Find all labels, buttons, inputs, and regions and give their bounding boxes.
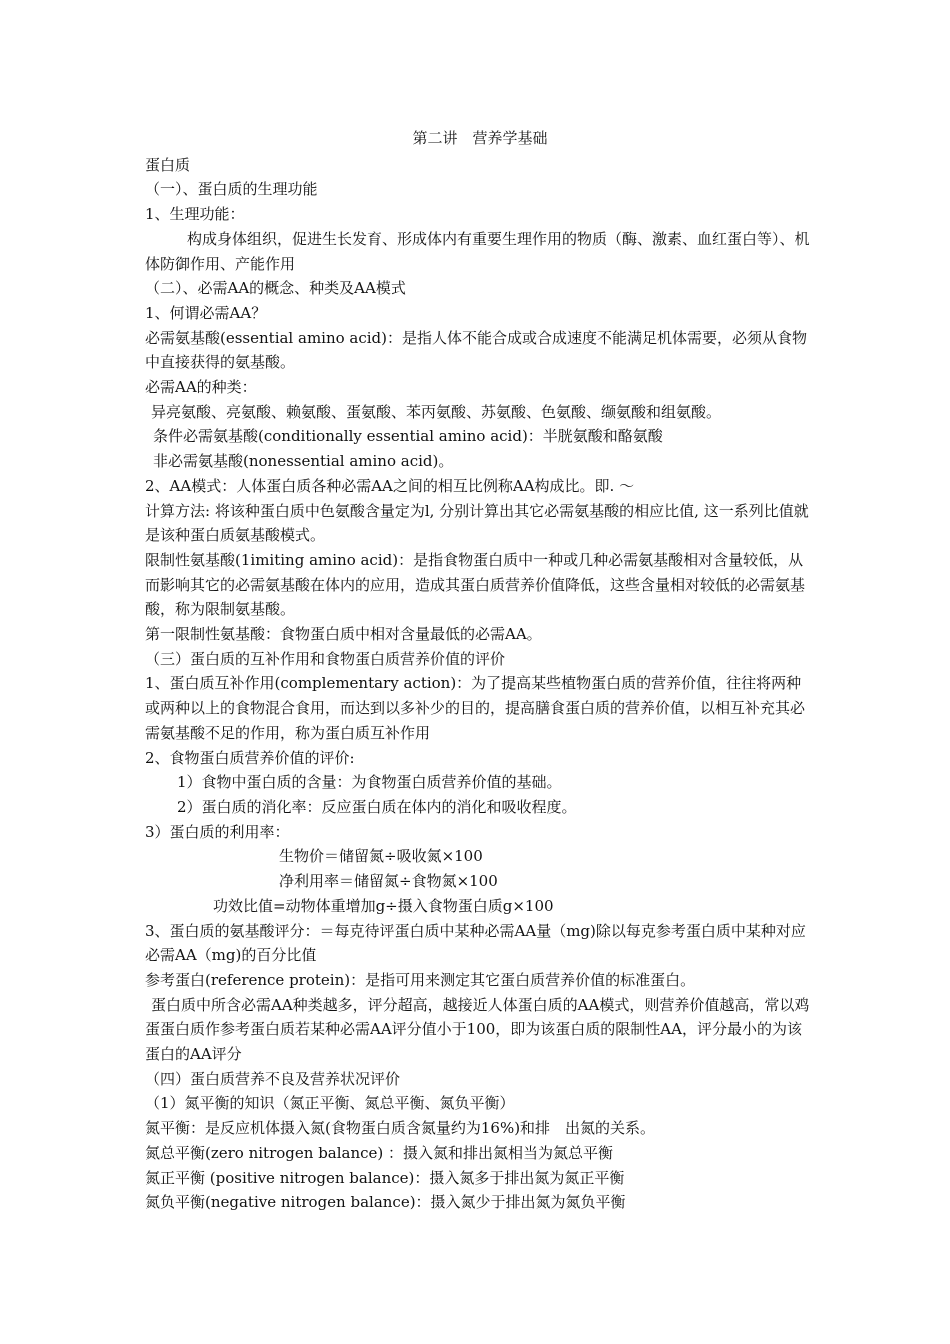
- subsection-heading: （四）蛋白质营养不良及营养状况评价: [145, 1069, 401, 1088]
- paragraph: 蛋白质中所含必需AA种类越多，评分超高，越接近人体蛋白质的AA模式，则营养价值越高，常以鸡蛋蛋白质作参考蛋白质若某种必需AA评分值小于100，即为该蛋白质的限制性AA，评分最小的为该蛋白的AA评分: [145, 995, 810, 1064]
- paragraph: 异亮氨酸、亮氨酸、赖氨酸、蛋氨酸、苯丙氨酸、苏氨酸、色氨酸、缬氨酸和组氨酸。: [151, 402, 722, 421]
- list-item: 2）蛋白质的消化率：反应蛋白质在体内的消化和吸收程度。: [177, 797, 577, 816]
- paragraph: 必需氨基酸(essential amino acid)：是指人体不能合成或合成速度不能满足机体需要，必须从食物中直接获得的氨基酸。: [145, 328, 808, 372]
- paragraph: 参考蛋白(reference protein)：是指可用来测定其它蛋白质营养价值的标准蛋白。: [145, 970, 696, 989]
- paragraph: 氮正平衡 (positive nitrogen balance)：摄入氮多于排出氮为氮正平衡: [145, 1168, 625, 1187]
- item-heading: 2、食物蛋白质营养价值的评价:: [145, 748, 355, 767]
- paragraph: 1、蛋白质互补作用(complementary action)：为了提高某些植物蛋白质的营养价值，往往将两种或两种以上的食物混合食用，而达到以多补少的目的，提高膳食蛋白质的营养价值，以相互补充其必需氨基酸不足的作用，称为蛋白质互补作用: [145, 674, 806, 742]
- paragraph: 氮总平衡(zero nitrogen balance) ：摄入氮和排出氮相当为氮总平衡: [145, 1143, 614, 1162]
- paragraph: 条件必需氨基酸(conditionally essential amino acid)：半胱氨酸和酪氨酸: [153, 427, 663, 446]
- list-item: 1）食物中蛋白质的含量：为食物蛋白质营养价值的基础。: [177, 773, 562, 792]
- formula: 净利用率＝储留氮÷食物氮×100: [279, 872, 498, 891]
- list-item: 3）蛋白质的利用率：: [145, 822, 290, 841]
- formula: 生物价＝储留氮÷吸收氮×100: [279, 847, 483, 866]
- item-heading: （1）氮平衡的知识（氮正平衡、氮总平衡、氮负平衡）: [145, 1094, 515, 1113]
- paragraph: 2、AA模式：人体蛋白质各种必需AA之间的相互比例称AA构成比。即. ～: [145, 476, 635, 495]
- item-heading: 必需AA的种类：: [145, 378, 257, 397]
- paragraph: 非必需氨基酸(nonessential amino acid)。: [153, 452, 454, 471]
- item-heading: 1、生理功能：: [145, 205, 245, 224]
- subsection-heading: （二）、必需AA的概念、种类及AA模式: [145, 279, 406, 298]
- paragraph: 第一限制性氨基酸：食物蛋白质中相对含量最低的必需AA。: [145, 625, 542, 644]
- paragraph: 计算方法: 将该种蛋白质中色氨酸含量定为l, 分别计算出其它必需氨基酸的相应比值, 这一系列比值就是该种蛋白质氨基酸模式。: [145, 501, 809, 545]
- document-title: 第二讲 营养学基础: [412, 129, 548, 147]
- paragraph: 限制性氨基酸(1imiting amino acid)：是指食物蛋白质中一种或几种必需氨基酸相对含量较低，从而影响其它的必需氨基酸在体内的应用，造成其蛋白质营养价值降低，这些含量相对较低的必需氨基酸，称为限制氨基酸。: [145, 550, 806, 619]
- paragraph: 构成身体组织，促进生长发育、形成体内有重要生理作用的物质（酶、激素、血红蛋白等）、机体防御作用、产能作用: [145, 229, 810, 273]
- section-heading-protein: 蛋白质: [145, 155, 191, 174]
- paragraph: 氮平衡：是反应机体摄入氮(食物蛋白质含氮量约为16%)和排 出氮的关系。: [145, 1119, 656, 1138]
- item-heading: 1、何谓必需AA？: [145, 303, 267, 322]
- subsection-heading: （三）蛋白质的互补作用和食物蛋白质营养价值的评价: [145, 649, 506, 668]
- subsection-heading: （一）、蛋白质的生理功能: [145, 180, 318, 199]
- formula: 功效比值=动物体重增加g÷摄入食物蛋白质g×100: [213, 896, 554, 915]
- document-page: [145, 126, 815, 1215]
- paragraph: 3、蛋白质的氨基酸评分：＝每克待评蛋白质中某种必需AA量（mg)除以每克参考蛋白质中某种对应必需AA（mg)的百分比值: [145, 921, 806, 965]
- paragraph: 氮负平衡(negative nitrogen balance)：摄入氮少于排出氮为氮负平衡: [145, 1193, 626, 1212]
